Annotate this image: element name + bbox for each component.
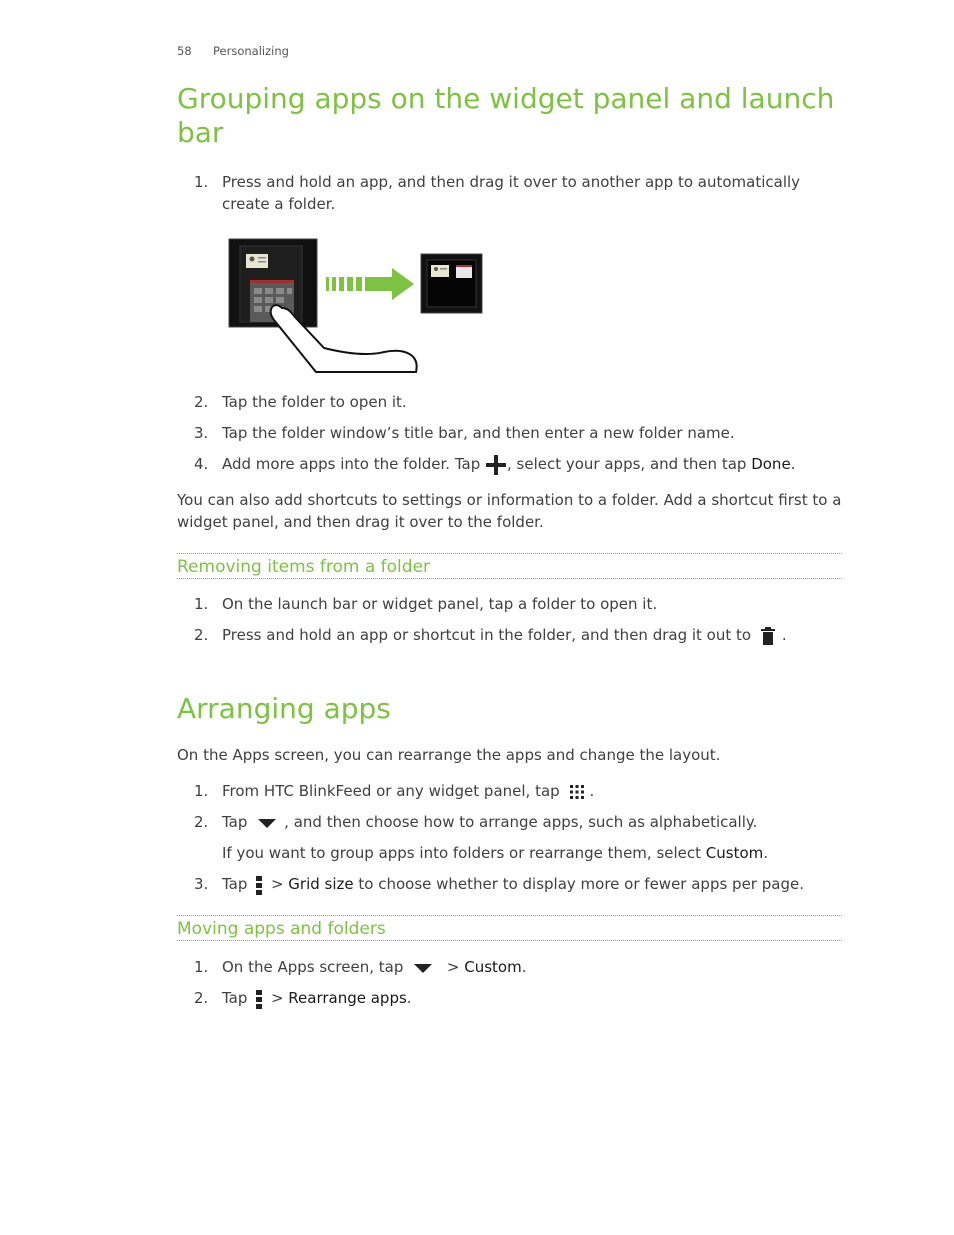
subsection-title-removing: Removing items from a folder [177, 553, 842, 579]
subsection-title-moving: Moving apps and folders [177, 915, 842, 941]
section-name: Personalizing [213, 44, 289, 58]
section-title-grouping: Grouping apps on the widget panel and launch bar [177, 82, 835, 149]
note-paragraph: You can also add shortcuts to settings or information to a folder. Add a shortcut first to a widget panel, and then drag it over to the folder. [177, 491, 842, 531]
section-title-arranging: Arranging apps [177, 692, 391, 725]
page-number: 58 [177, 44, 192, 58]
menu-dots-icon [254, 989, 264, 1009]
trash-icon [758, 626, 778, 646]
dropdown-arrow-icon [256, 817, 278, 829]
drag-to-folder-illustration [228, 238, 488, 378]
page-header [177, 44, 289, 58]
plus-icon [485, 454, 507, 476]
menu-dots-icon [254, 875, 264, 895]
apps-grid-icon [568, 783, 586, 801]
dropdown-arrow-icon [412, 962, 434, 974]
intro-paragraph: On the Apps screen, you can rearrange the apps and change the layout. [177, 746, 721, 764]
manual-page: 58 Personalizing Grouping apps on the widget panel and launch bar 1. Press and hold an app, and then drag it over to another app to automatically create a folder. 2. Tap the folder to open it. 3. Tap the folder window’s title bar, and then enter a new folder name. 4. Add more apps into the folder. Tap , select your apps, and then tap Done. You can also add shortcuts to settings or information to a folder. Add a shortcut first to a widget panel, and then drag it over to the folder. Removing items from a folder 1. On the launch bar or widget panel, tap a folder to open it. 2. Press and hold an app or shortcut in the folder, and then drag it out to . Arranging apps On the Apps screen, you can rearrange the apps and change the layout. 1. From HTC BlinkFeed or any widget panel, tap . 2. Tap , and then choose how to arrange apps, such as alphabetically. If you want to group apps into folders or rearrange them, select Custom. 3. Tap > Grid size to choose whether to display more or fewer apps per page. Moving apps and folders 1. On the Apps screen, tap > Custom. 2. Tap > Rearrange apps. [0, 0, 954, 1235]
